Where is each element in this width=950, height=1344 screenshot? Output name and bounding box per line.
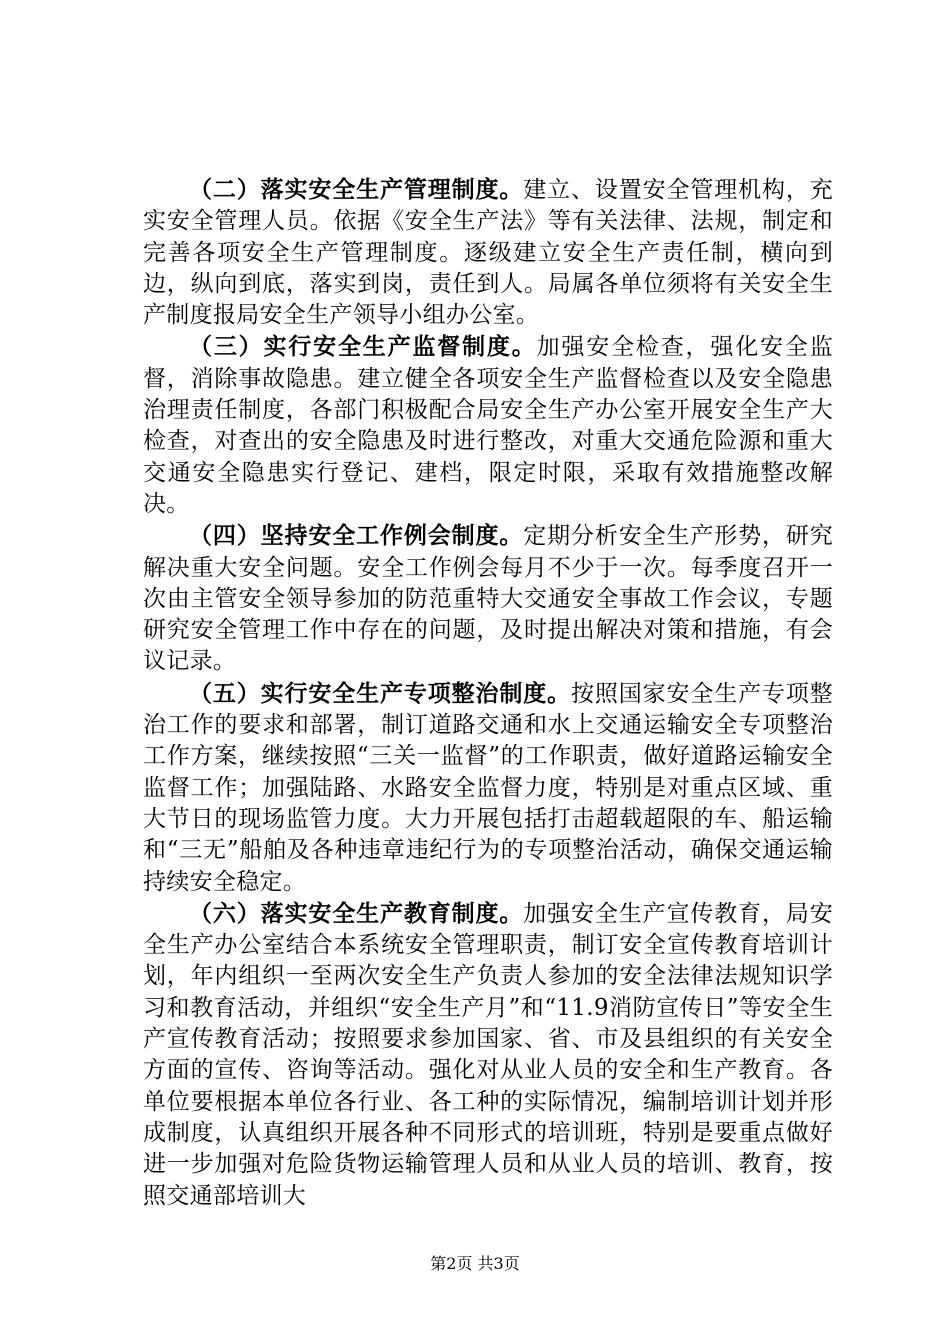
page-number-footer: 第2页 共3页 <box>430 1254 520 1273</box>
paragraph-text: 按照国家安全生产专项整治工作的要求和部署，制订道路交通和水上交通运输安全专项整治工作方案，继续按照“三关一监督”的工作职责，做好道路运输安全监督工作；加强陆路、水路安全监督力度，特别是对重点区域、重大节日的现场监管力度。大力开展包括打击超载超限的车、船运输和“三无”船舶及各种违章违纪行为的专项整治活动，确保交通运输持续安全稳定。 <box>143 680 833 895</box>
paragraph-heading: （四）坚持安全工作例会制度。 <box>189 522 524 550</box>
paragraph-special-rectification-system <box>143 678 833 898</box>
paragraph-text: 加强安全生产宣传教育，局安全生产办公室结合本系统安全管理职责，制订安全宣传教育培训计划，年内组织一至两次安全生产负责人参加的安全法律法规知识学习和教育活动，并组织“安全生产月”和“11.9消防宣传日”等安全生产宣传教育活动；按照要求参加国家、省、市及县组织的有关安全方面的宣传、咨询等活动。强化对从业人员的安全和生产教育。各单位要根据本单位各行业、各工种的实际情况，编制培训计划并形成制度，认真组织开展各种不同形式的培训班，特别是要重点做好进一步加强对危险货物运输管理人员和从业人员的培训、教育，按照交通部培训大 <box>143 900 833 1209</box>
paragraph-heading: （五）实行安全生产专项整治制度。 <box>189 679 571 707</box>
paragraph-text: 建立、设置安全管理机构，充实安全管理人员。依据《安全生产法》等有关法律、法规，制定和完善各项安全生产管理制度。逐级建立安全生产责任制，横向到边，纵向到底，落实到岗，责任到人。局属各单位须将有关安全生产制度报局安全生产领导小组办公室。 <box>143 177 833 329</box>
paragraph-meeting-system <box>143 520 833 677</box>
paragraph-text: 加强安全检查，强化安全监督，消除事故隐患。建立健全各项安全生产监督检查以及安全隐患治理责任制度，各部门积极配合局安全生产办公室开展安全生产大检查，对查出的安全隐患及时进行整改，对重大交通危险源和重大交通安全隐患实行登记、建档，限定时限，采取有效措施整改解决。 <box>143 334 833 517</box>
paragraph-management-system <box>143 174 833 331</box>
paragraph-text: 定期分析安全生产形势，研究解决重大安全问题。安全工作例会每月不少于一次。每季度召开一次由主管安全领导参加的防范重特大交通安全事故工作会议，专题研究安全管理工作中存在的问题，及时提出解决对策和措施，有会议记录。 <box>143 523 833 675</box>
paragraph-heading: （二）落实安全生产管理制度。 <box>189 176 524 203</box>
paragraph-heading: （三）实行安全生产监督制度。 <box>189 333 537 361</box>
document-body <box>143 174 833 1212</box>
paragraph-education-system <box>143 898 833 1212</box>
paragraph-heading: （六）落实安全生产教育制度。 <box>189 899 524 927</box>
paragraph-supervision-system <box>143 331 833 520</box>
